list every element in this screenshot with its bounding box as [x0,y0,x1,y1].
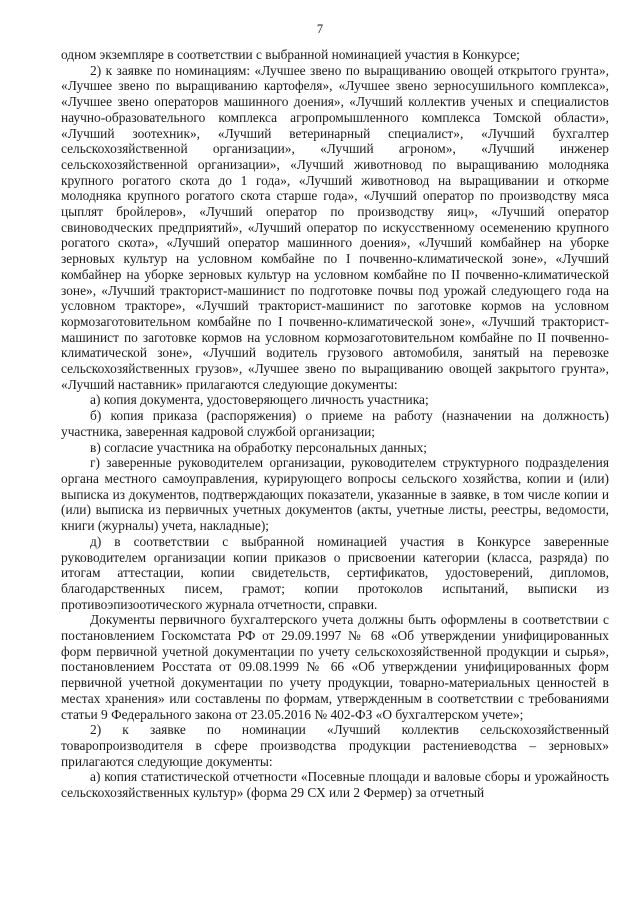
paragraph-item-b: б) копия приказа (распоряжения) о приеме на работу (назначении на должность) участника, заверенная кадровой службой организации; [61,408,609,439]
page-number: 7 [316,22,324,36]
paragraph-item-a-statistics: а) копия статистической отчетности «Посевные площади и валовые сборы и урожайность сельскохозяйственных культур» (форма 29 СХ или 2 Фермер) за отчетный [61,769,609,801]
paragraph-item-v: в) согласие участника на обработку персональных данных; [90,439,428,455]
paragraph-continuation: одном экземпляре в соответствии с выбранной номинацией участия в Конкурсе; [61,47,520,62]
paragraph-collective-nomination: 2) к заявке по номинации «Лучший коллектив сельскохозяйственный товаропроизводителя в сфере производства продукции растениеводства – зерновых» прилагаются следующие документы: [61,722,609,769]
document-body [61,47,609,801]
paragraph-item-a: а) копия документа, удостоверяющего личность участника; [90,392,429,408]
paragraph-item-d: д) в соответствии с выбранной номинацией участия в Конкурсе заверенные руководителем организации копии приказов о присвоении категории (класса, разряда) по итогам аттестации, копии свидетельств, сертификатов, удостоверений, дипломов, благодарственных писем, грамот; копии протоколов испытаний, выписки из противоэпизоотического журнала отчетности, справки. [61,533,609,612]
paragraph-accounting-docs: Документы первичного бухгалтерского учета должны быть оформлены в соответствии с постановлением Госкомстата РФ от 29.09.1997 № 68 «Об утверждении унифицированных форм первичной учетной документации по учету сельскохозяйственной продукции и сырья», постановлением Росстата от 09.08.1999 № 66 «Об утверждении унифицированных форм первичной учетной документации по учету продукции, товарно-материальных ценностей в местах хранения» или составлены по формам, утвержденным в соответствии с требованиями статьи 9 Федерального закона от 23.05.2016 № 402-ФЗ «О бухгалтерском учете»; [61,612,609,722]
paragraph-item-g: г) заверенные руководителем организации, руководителем структурного подразделения органа местного самоуправления, курирующего вопросы сельского хозяйства, копии и (или) выписка из документов, подтверждающих показатели, указанные в заявке, в том числе копии и (или) выписка из первичных учетных документов (акты, учетные листы, реестры, ведомости, книги (журналы) учета, накладные); [61,455,609,534]
paragraph-nominations-list: 2) к заявке по номинациям: «Лучшее звено по выращиванию овощей открытого грунта», «Лучшее звено по выращиванию картофеля», «Лучшее звено зерносушильного комплекса», «Лучшее звено операторов машинного доения», «Лучший коллектив ученых и специалистов научно-образовательного комплекса агропромышленного комплекса Томской области», «Лучший зоотехник», «Лучший ветеринарный специалист», «Лучший бухгалтер сельскохозяйственной организации», «Лучший агроном», «Лучший инженер сельскохозяйственной организации», «Лучший животновод по выращиванию молодняка крупного рогатого скота до 1 года», «Лучший животновод на выращивании и откорме молодняка крупного рогатого скота старше года», «Лучший оператор по производству мяса цыплят бройлеров», «Лучший оператор по производству яиц», «Лучший оператор свиноводческих предприятий», «Лучший оператор по искусственному осеменению крупного рогатого скота», «Лучший оператор машинного доения», «Лучший комбайнер на уборке зерновых культур на условном комбайне по I почвенно-климатической зоне», «Лучший комбайнер на уборке зерновых культур на условном комбайне по II почвенно-климатической зоне», «Лучший тракторист-машинист по подготовке почвы под урожай следующего года на условном тракторе», «Лучший тракторист-машинист по заготовке кормов на условном кормозаготовительном комбайне по I почвенно-климатической зоне», «Лучший тракторист-машинист по заготовке кормов на условном кормозаготовительном комбайне по II почвенно-климатической зоне», «Лучший водитель грузового автомобиля, занятый на перевозке сельскохозяйственных грузов», «Лучшее звено по выращиванию овощей закрытого грунта», «Лучший наставник» прилагаются следующие документы: [61,62,609,392]
